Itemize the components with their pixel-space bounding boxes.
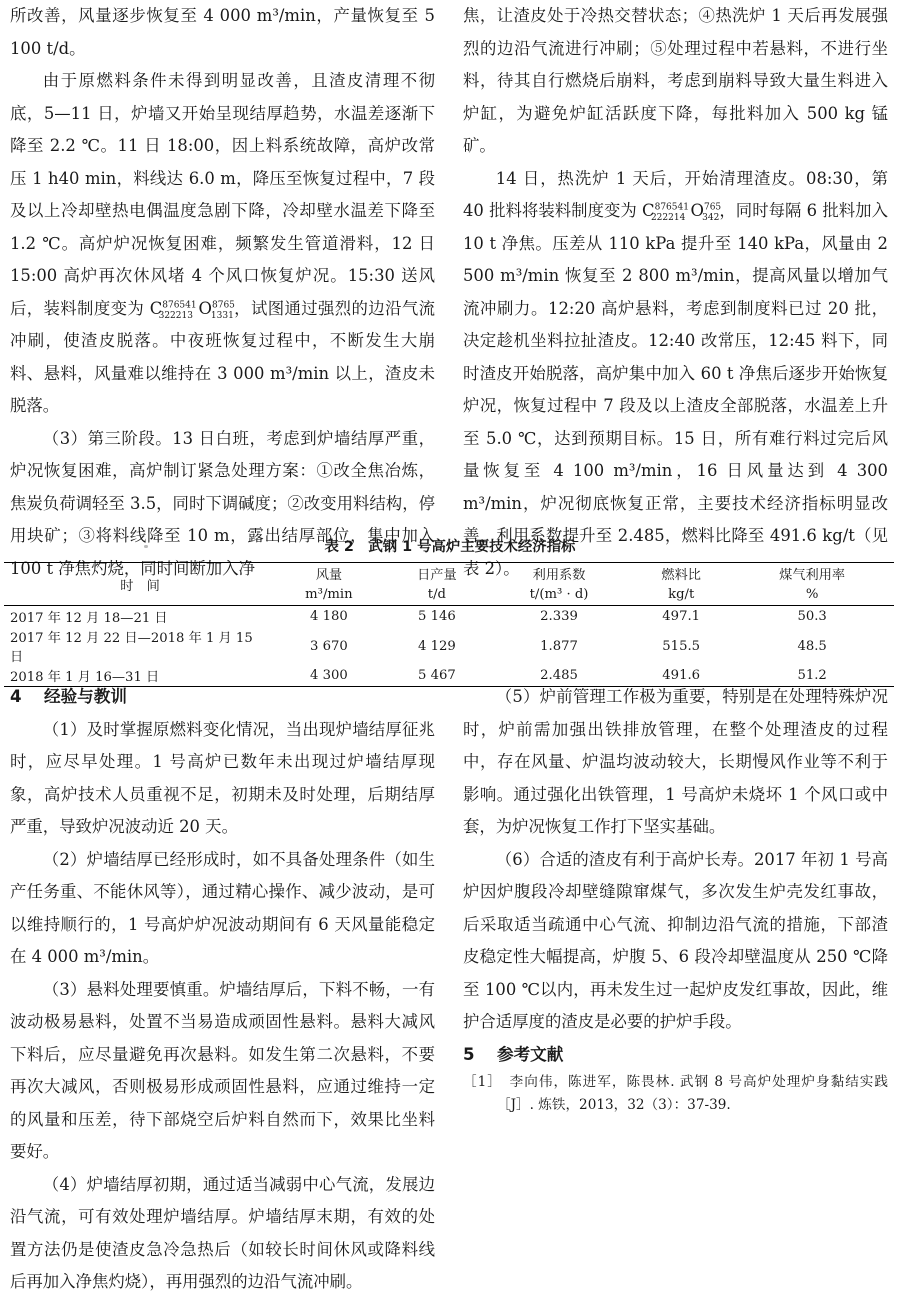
cell: 50.3 [797, 609, 827, 624]
header-cell: 风量 [270, 563, 388, 585]
cell: 491.6 [632, 665, 730, 687]
table-section [0, 532, 900, 687]
cell: 1.877 [540, 638, 578, 654]
reference-item: ［1］ 李向伟，陈进军，陈畏林. 武钢 8 号高炉处理炉身黏结实践［J］. 炼铁，2013，32（3）：37-39. [463, 1074, 888, 1113]
cell: 2.485 [486, 665, 632, 687]
header-cell: 利用系数 [486, 563, 632, 585]
paragraph: （1）及时掌握原燃料变化情况，当出现炉墙结厚征兆时，应尽早处理。1 号高炉已数年未出现过炉墙结厚现象，高炉技术人员重视不足，初期未及时处理，后期结厚严重，导致炉况波动近 20 天。 [10, 719, 435, 836]
right-column-bottom [463, 681, 888, 1117]
left-column-bottom [10, 681, 435, 1299]
paragraph: （3）第三阶段。13 日白班，考虑到炉墙结厚严重，炉况恢复困难，高炉制订紧急处理方案：①改全焦冶炼，焦炭负荷调轻至 3.5，同时下调碱度；②改变用料结构，停用块矿；③将料线降至 10 m，露出结厚部位，集中加入 100 t 净焦灼烧，同时间断加入净 [10, 428, 435, 578]
cell: 51.2 [730, 665, 894, 687]
cell-time: 2018 年 1 月 16—31 日 [4, 665, 270, 687]
table-row [4, 627, 894, 665]
paragraph: 14 日，热洗炉 1 天后，开始清理渣皮。08:30，第 40 批料将装料制度变为 $C^{876541}_{222214}$ $O^{765}_{342}$，同时每隔 6 批料加入 10 t 净焦。压差从 110 kPa 提升至 140 kPa，风量由 2 500 m³/min 恢复至 2 800 m³/min，提高风量以增加气流冲刷力。12:20 高炉悬料，考虑到制度料已过 20 批，决定趁机坐料拉扯渣皮。12:40 改常压，12:45 料下，同时渣皮开始脱落，高炉集中加入 60 t 净焦后逐步开始恢复炉况，恢复过程中 7 段及以上渣皮全部脱落，水温差上升至 5.0 ℃，达到预期目标。15 日，所有难行料过完后风量恢复至 4 100 m³/min，16 日风量达到 4 300 m³/min，炉况彻底恢复正常，主要技术经济指标明显改善，利用系数提升至 2.485，燃料比降至 491.6 kg/t（见表 2）。 [463, 168, 888, 578]
paragraph: （2）炉墙结厚已经形成时，如不具备处理条件（如生产任务重、不能休风等），通过精心操作、减少波动，是可以维持顺行的，1 号高炉炉况波动期间有 6 天风量能稳定在 4 000 m³/min。 [10, 849, 435, 966]
paragraph: 所改善，风量逐步恢复至 4 000 m³/min，产量恢复至 5 100 t/d。 [10, 6, 435, 58]
paragraph: 焦，让渣皮处于冷热交替状态；④热洗炉 1 天后再发展强烈的边沿气流进行冲刷；⑤处理过程中若悬料，不进行坐料，待其自行燃烧后崩料，考虑到崩料导致大量生料进入炉缸，为避免炉缸活跃度下降，每批料加入 500 kg 锰矿。 [463, 6, 888, 155]
cell-time: 2017 年 12 月 22 日—2018 年 1 月 15 日 [10, 631, 253, 665]
unit-cell: kg/t [632, 584, 730, 606]
header-cell: 煤气利用率 [730, 563, 894, 585]
right-column-top [463, 0, 888, 585]
paragraph: （5）炉前管理工作极为重要，特别是在处理特殊炉况时，炉前需加强出铁排放管理，在整个处理渣皮的过程中，存在风量、炉温均波动较大，长期慢风作业等不利于影响。通过强化出铁管理，1 号高炉未烧坏 1 个风口或中套，为炉况恢复工作打下坚实基础。 [463, 687, 888, 836]
section-heading-4: 4 经验与教训 [10, 687, 127, 706]
cell: 515.5 [662, 638, 701, 654]
unit-cell: t/(m³ · d) [486, 584, 632, 606]
cell: 48.5 [797, 638, 827, 654]
cell-time: 2017 年 12 月 18—21 日 [10, 611, 168, 626]
cell: 5 146 [418, 609, 456, 624]
unit-cell: t/d [388, 584, 486, 606]
header-time: 时 间 [4, 563, 270, 606]
unit-cell: % [730, 584, 894, 606]
section-heading-5: 5 参考文献 [463, 1044, 564, 1064]
paragraph: 由于原燃料条件未得到明显改善，且渣皮清理不彻底，5—11 日，炉墙又开始呈现结厚趋势，水温差逐渐下降至 2.2 ℃。11 日 18:00，因上料系统故障，高炉改常压 1 h40 min，料线达 6.0 m，降压至恢复过程中，7 段及以上冷却壁热电偶温度急剧下降，冷却壁水温差下降至 1.2 ℃。高炉炉况恢复困难，频繁发生管道滑料，12 日 15:00 高炉再次休风堵 4 个风口恢复炉况。15:30 送风后，装料制度变为 $C^{876541}_{322213}$ $O^{8765}_{1331}$，试图通过强烈的边沿气流冲刷，使渣皮脱落。中夜班恢复过程中，不断发生大崩料、悬料，风量难以维持在 3 000 m³/min 以上，渣皮未脱落。 [10, 71, 435, 415]
table-title: 表 2 武钢 1 号高炉主要技术经济指标 [324, 539, 576, 555]
cell: 3 670 [310, 638, 348, 654]
left-column-top [10, 0, 435, 585]
cell: 2.339 [540, 609, 578, 624]
header-cell: 燃料比 [632, 563, 730, 585]
table-row [4, 606, 894, 628]
cell: 4 180 [310, 609, 348, 624]
indicator-table [4, 562, 894, 687]
table-header-row [4, 563, 894, 585]
unit-cell: m³/min [270, 584, 388, 606]
paragraph: （4）炉墙结厚初期，通过适当减弱中心气流，发展边沿气流，可有效处理炉墙结厚。炉墙结厚末期，有效的处置方法仍是使渣皮急冷急热后（如较长时间休风或降料线后再加入净焦灼烧），再用强烈的边沿气流冲刷。 [10, 1174, 435, 1291]
cell: 4 300 [270, 665, 388, 687]
cell: 4 129 [418, 638, 456, 654]
header-cell: 日产量 [388, 563, 486, 585]
paragraph: （6）合适的渣皮有利于高炉长寿。2017 年初 1 号高炉因炉腹段冷却壁缝隙窜煤气，多次发生炉壳发红事故，后采取适当疏通中心气流、抑制边沿气流的措施，下部渣皮稳定性大幅提高，炉腹 5、6 段冷却壁温度从 250 ℃降至 100 ℃以内，再未发生过一起炉皮发红事故，因此，维护合适厚度的渣皮是必要的护炉手段。 [463, 849, 888, 1031]
paragraph: （3）悬料处理要慎重。炉墙结厚后，下料不畅，一有波动极易悬料，处置不当易造成顽固性悬料。悬料大减风下料后，应尽量避免再次悬料。如发生第二次悬料，不要再次大减风，否则极易形成顽固性悬料，应通过维持一定的风量和压差，待下部烧空后炉料自然而下，效果比坐料要好。 [10, 979, 435, 1161]
cell: 5 467 [388, 665, 486, 687]
cell: 497.1 [662, 609, 701, 624]
